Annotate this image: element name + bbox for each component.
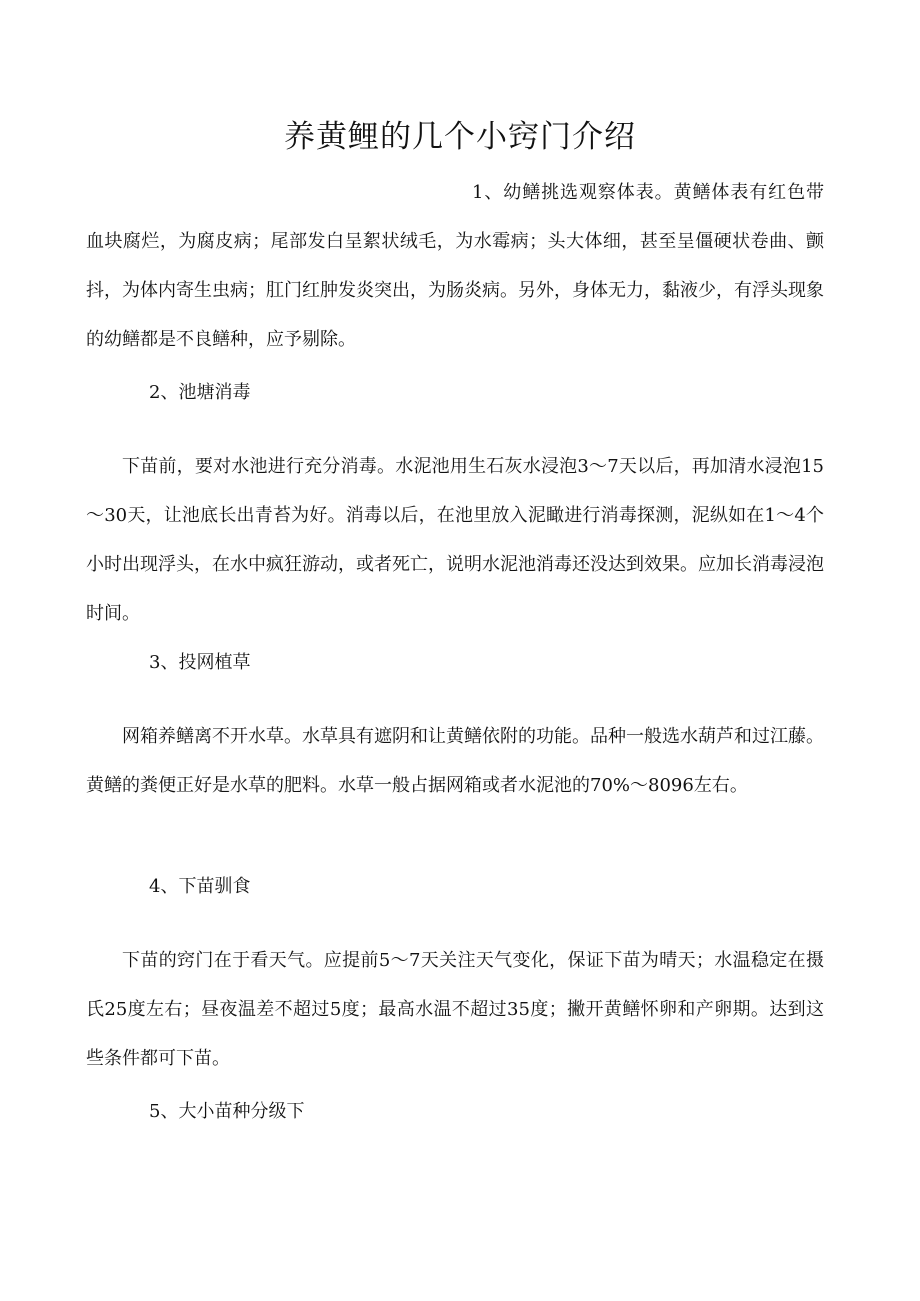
section-heading-5: 5、大小苗种分级下 [149,1101,305,1122]
paragraph-4: 下苗的窍门在于看天气。应提前5～7天关注天气变化，保证下苗为晴天；水温稳定在摄氏25度左右；昼夜温差不超过5度；最高水温不超过35度；撇开黄鳝怀卵和产卵期。达到这些条件都可下苗。 [86,950,824,1069]
document-title: 养黄鲤的几个小窍门介绍 [284,119,636,155]
section-heading-3: 3、投网植草 [149,652,251,673]
section-heading-2: 2、池塘消毒 [149,382,251,403]
paragraph-1: 1、幼鳝挑选观察体表。黄鳝体表有红色带血块腐烂，为腐皮病；尾部发白呈絮状绒毛，为水霉病；头大体细，甚至呈僵硬状卷曲、颤抖，为体内寄生虫病；肛门红肿发炎突出，为肠炎病。另外，身体无力，黏液少，有浮头现象的幼鳝都是不良鳝种，应予剔除。 [86,182,824,350]
section-heading-4: 4、下苗驯食 [149,876,251,897]
paragraph-2: 下苗前，要对水池进行充分消毒。水泥池用生石灰水浸泡3～7天以后，再加清水浸泡15～30天，让池底长出青苔为好。消毒以后，在池里放入泥瞰进行消毒探测，泥纵如在1～4个小时出现浮头，在水中疯狂游动，或者死亡，说明水泥池消毒还没达到效果。应加长消毒浸泡时间。 [86,456,824,624]
paragraph-3: 网箱养鳝离不开水草。水草具有遮阴和让黄鳝依附的功能。品种一般选水葫芦和过江藤。黄鳝的粪便正好是水草的肥料。水草一般占据网箱或者水泥池的70%～8096左右。 [86,726,824,796]
